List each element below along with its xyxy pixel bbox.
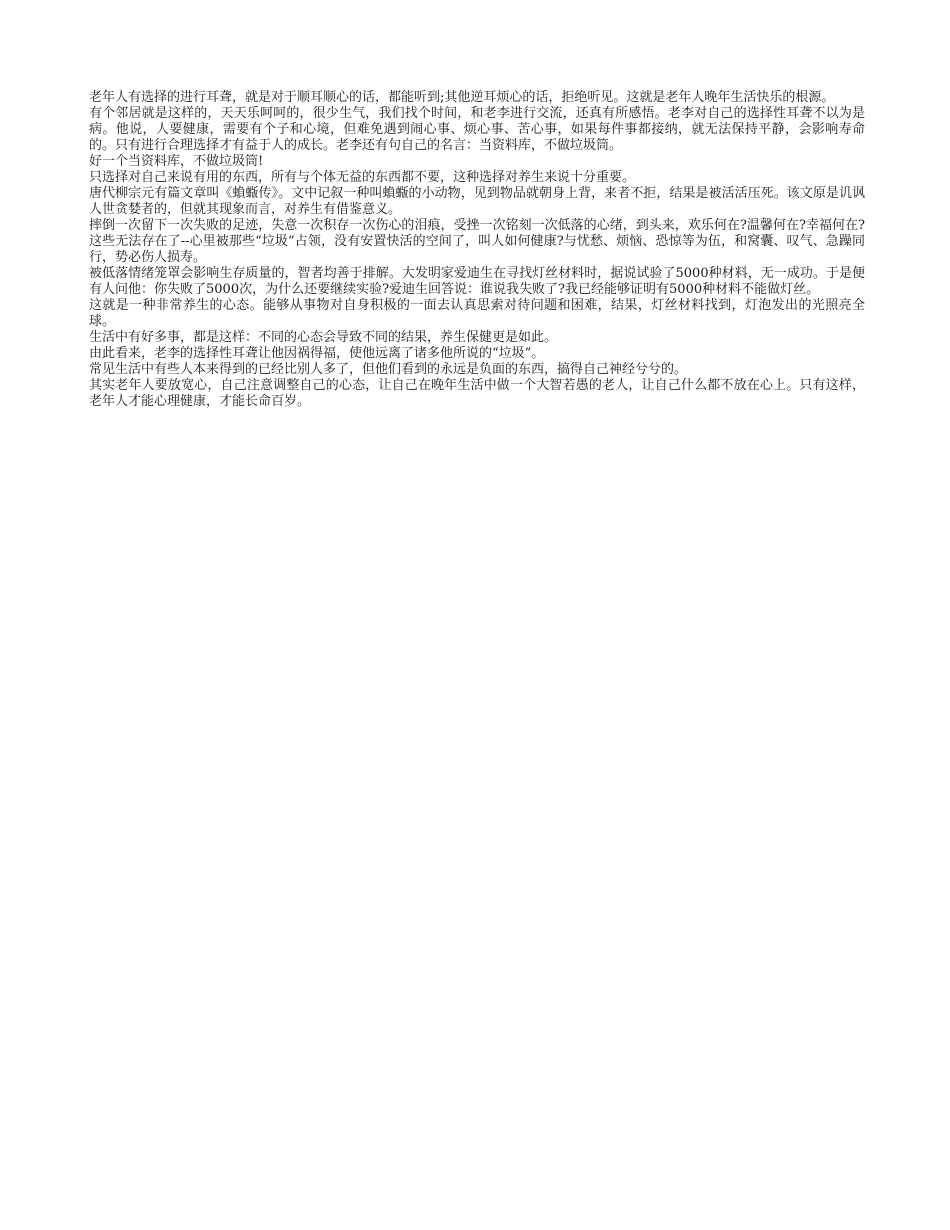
paragraph-2: 有个邻居就是这样的，天天乐呵呵的，很少生气，我们找个时间，和老李进行交流，还真有所感悟。老李对自己的选择性耳聋不以为是病。他说，人要健康，需要有个子和心境，但难免遇到闹心事、烦心事、苦心事，如果每件事都接纳，就无法保持平静，会影响寿命的。只有进行合理选择才有益于人的成长。老李还有句自己的名言：当资料库，不做垃圾筒。 (89, 106, 865, 153)
paragraph-3: 好一个当资料库，不做垃圾筒! (89, 154, 264, 169)
paragraph-11: 常见生活中有些人本来得到的已经比别人多了，但他们看到的永远是负面的东西，搞得自己神经兮兮的。 (89, 362, 688, 377)
paragraph-1: 老年人有选择的进行耳聋，就是对于顺耳顺心的话，都能听到;其他逆耳烦心的话，拒绝听见。这就是老年人晚年生活快乐的根源。 (89, 90, 835, 105)
paragraph-5: 唐代柳宗元有篇文章叫《蝜蝂传》。文中记叙一种叫蝜蝂的小动物，见到物品就朝身上背，来者不拒，结果是被活活压死。该文原是讥讽人世贪婪者的，但就其现象而言，对养生有借鉴意义。 (89, 186, 865, 217)
document-body (89, 90, 865, 410)
paragraph-8: 这就是一种非常养生的心态。能够从事物对自身积极的一面去认真思索对待问题和困难，结果，灯丝材料找到，灯泡发出的光照亮全球。 (89, 298, 865, 329)
paragraph-12: 其实老年人要放宽心，自己注意调整自己的心态，让自己在晚年生活中做一个大智若愚的老人，让自己什么都不放在心上。只有这样，老年人才能心理健康，才能长命百岁。 (89, 378, 865, 409)
paragraph-4: 只选择对自己来说有用的东西，所有与个体无益的东西都不要，这种选择对养生来说十分重要。 (89, 170, 636, 185)
paragraph-10: 由此看来，老李的选择性耳聋让他因祸得福，使他远离了诸多他所说的“垃圾”。 (89, 346, 545, 361)
paragraph-6: 摔倒一次留下一次失败的足迹，失意一次积存一次伤心的泪痕，受挫一次铭刻一次低落的心绪，到头来，欢乐何在?温馨何在?幸福何在?这些无法存在了--心里被那些“垃圾”占领，没有安置快活的空间了，叫人如何健康?与忧愁、烦恼、恐惊等为伍，和窝囊、叹气、急躁同行，势必伤人损寿。 (89, 218, 865, 265)
paragraph-7: 被低落情绪笼罩会影响生存质量的，智者均善于排解。大发明家爱迪生在寻找灯丝材料时，据说试验了5000种材料，无一成功。于是便有人问他：你失败了5000次，为什么还要继续实验?爱迪生回答说：谁说我失败了?我已经能够证明有5000种材料不能做灯丝。 (89, 266, 865, 297)
paragraph-9: 生活中有好多事，都是这样：不同的心态会导致不同的结果，养生保健更是如此。 (89, 330, 558, 345)
